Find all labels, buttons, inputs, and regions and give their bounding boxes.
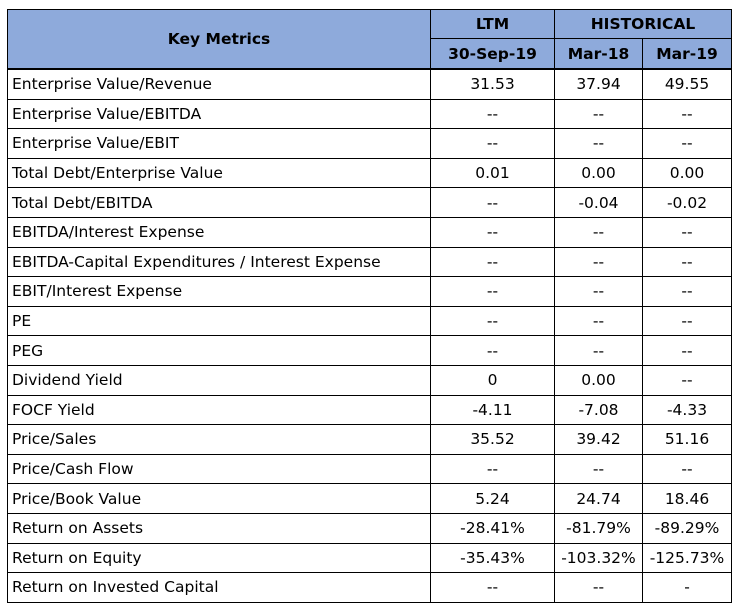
metric-value: -- [431, 277, 555, 307]
metric-label: PE [8, 306, 431, 336]
table-row [8, 513, 732, 543]
table-row [8, 336, 732, 366]
metric-value: -89.29% [643, 513, 732, 543]
key-metrics-header: Key Metrics [8, 10, 431, 70]
metric-label: Enterprise Value/Revenue [8, 69, 431, 99]
metric-value: 35.52 [431, 425, 555, 455]
table-body [8, 69, 732, 602]
table-row [8, 129, 732, 159]
column-header-mar-19: Mar-19 [643, 39, 732, 70]
table-row [8, 277, 732, 307]
metric-label: Total Debt/EBITDA [8, 188, 431, 218]
metric-value: -- [555, 306, 643, 336]
table-row [8, 365, 732, 395]
metric-value: -- [431, 454, 555, 484]
table-row [8, 188, 732, 218]
table-row [8, 99, 732, 129]
metric-value: -- [555, 573, 643, 603]
key-metrics-table [7, 9, 732, 603]
column-header-mar-18: Mar-18 [555, 39, 643, 70]
metric-label: Enterprise Value/EBITDA [8, 99, 431, 129]
metric-value: -- [431, 188, 555, 218]
metric-value: -- [431, 99, 555, 129]
metric-label: Price/Book Value [8, 484, 431, 514]
metric-value: -0.02 [643, 188, 732, 218]
metric-value: -7.08 [555, 395, 643, 425]
metric-value: -125.73% [643, 543, 732, 573]
metric-value: -- [643, 306, 732, 336]
metric-value: -- [555, 247, 643, 277]
metric-value: 31.53 [431, 69, 555, 99]
metric-value: 49.55 [643, 69, 732, 99]
metric-value: -- [643, 129, 732, 159]
metric-label: Return on Assets [8, 513, 431, 543]
metric-value: -- [555, 277, 643, 307]
table-row [8, 306, 732, 336]
table-row [8, 543, 732, 573]
metric-label: EBITDA/Interest Expense [8, 217, 431, 247]
metric-value: 24.74 [555, 484, 643, 514]
metric-value: -- [643, 247, 732, 277]
table-header [8, 10, 732, 70]
metric-value: -- [431, 306, 555, 336]
metric-value: -- [643, 365, 732, 395]
metric-value: 37.94 [555, 69, 643, 99]
metric-value: -- [555, 336, 643, 366]
metric-value: -4.11 [431, 395, 555, 425]
metric-value: -- [643, 217, 732, 247]
table-row [8, 69, 732, 99]
historical-header: HISTORICAL [555, 10, 732, 39]
metric-value: -- [431, 247, 555, 277]
table-row [8, 454, 732, 484]
metric-value: 0 [431, 365, 555, 395]
metric-value: -- [555, 454, 643, 484]
metric-value: -- [555, 217, 643, 247]
metric-value: -- [431, 217, 555, 247]
metric-value: 0.00 [555, 158, 643, 188]
metric-label: PEG [8, 336, 431, 366]
metric-label: Price/Sales [8, 425, 431, 455]
metric-value: -- [431, 336, 555, 366]
metric-value: -4.33 [643, 395, 732, 425]
metric-value: -103.32% [555, 543, 643, 573]
metric-value: -- [643, 99, 732, 129]
metric-label: EBITDA-Capital Expenditures / Interest Expense [8, 247, 431, 277]
metric-value: -- [431, 573, 555, 603]
metric-label: Return on Invested Capital [8, 573, 431, 603]
metric-value: - [643, 573, 732, 603]
metric-label: Total Debt/Enterprise Value [8, 158, 431, 188]
metric-value: -28.41% [431, 513, 555, 543]
ltm-header: LTM [431, 10, 555, 39]
table-row [8, 573, 732, 603]
metric-label: FOCF Yield [8, 395, 431, 425]
table-row [8, 217, 732, 247]
metrics-table-container [7, 9, 731, 603]
table-row [8, 395, 732, 425]
metric-value: 0.00 [643, 158, 732, 188]
metric-label: Enterprise Value/EBIT [8, 129, 431, 159]
metric-value: 0.01 [431, 158, 555, 188]
table-row [8, 158, 732, 188]
metric-value: 39.42 [555, 425, 643, 455]
metric-label: EBIT/Interest Expense [8, 277, 431, 307]
metric-label: Return on Equity [8, 543, 431, 573]
metric-value: -- [643, 336, 732, 366]
metric-value: -0.04 [555, 188, 643, 218]
metric-value: -- [555, 99, 643, 129]
metric-value: -- [643, 277, 732, 307]
table-row [8, 425, 732, 455]
metric-value: -81.79% [555, 513, 643, 543]
metric-value: 5.24 [431, 484, 555, 514]
metric-value: -- [431, 129, 555, 159]
table-row [8, 247, 732, 277]
metric-value: -35.43% [431, 543, 555, 573]
column-header-30-sep-19: 30-Sep-19 [431, 39, 555, 70]
metric-label: Dividend Yield [8, 365, 431, 395]
metric-value: -- [555, 129, 643, 159]
metric-value: -- [643, 454, 732, 484]
metric-value: 0.00 [555, 365, 643, 395]
table-row [8, 484, 732, 514]
metric-label: Price/Cash Flow [8, 454, 431, 484]
metric-value: 18.46 [643, 484, 732, 514]
metric-value: 51.16 [643, 425, 732, 455]
